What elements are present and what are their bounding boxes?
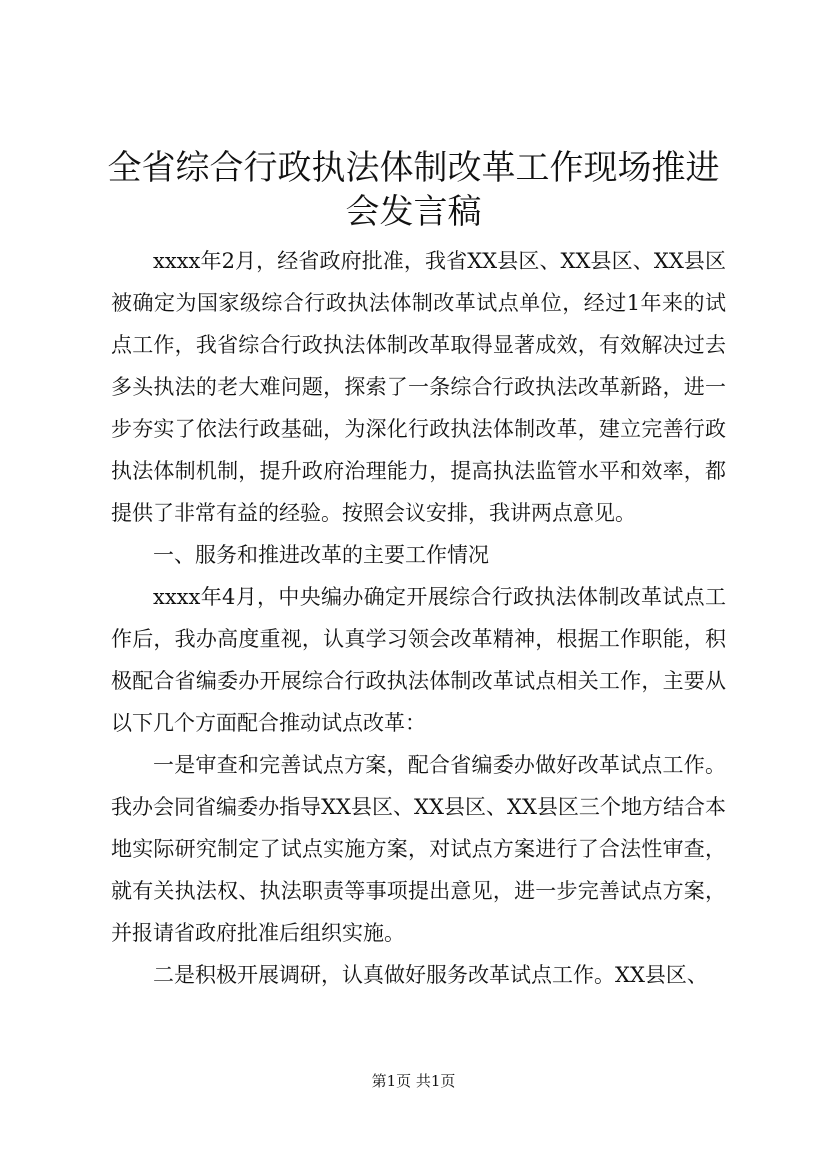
paragraph-point-one: 一是审查和完善试点方案，配合省编委办做好改革试点工作。我办会同省编委办指导XX县区、XX县区、XX县区三个地方结合本地实际研究制定了试点实施方案，对试点方案进行了合法性审查，就有关执法权、执法职责等事项提出意见，进一步完善试点方案，并报请省政府批准后组织实施。	[111, 753, 726, 945]
paragraph-point-two: 二是积极开展调研，认真做好服务改革试点工作。XX县区、	[153, 963, 708, 987]
document-title: 全省综合行政执法体制改革工作现场推进会发言稿	[107, 148, 720, 232]
section-heading: 一、服务和推进改革的主要工作情况	[153, 543, 489, 567]
document-body	[111, 240, 726, 996]
paragraph-intro: xxxx年2月，经省政府批准，我省XX县区、XX县区、XX县区被确定为国家级综合行政执法体制改革试点单位，经过1年来的试点工作，我省综合行政执法体制改革取得显著成效，有效解决过去多头执法的老大难问题，探索了一条综合行政执法改革新路，进一步夯实了依法行政基础，为深化行政执法体制改革，建立完善行政执法体制机制，提升政府治理能力，提高执法监管水平和效率，都提供了非常有益的经验。按照会议安排，我讲两点意见。	[111, 249, 726, 525]
paragraph-section-intro: xxxx年4月，中央编办确定开展综合行政执法体制改革试点工作后，我办高度重视，认真学习领会改革精神，根据工作职能，积极配合省编委办开展综合行政执法体制改革试点相关工作，主要从以下几个方面配合推动试点改革：	[111, 585, 726, 735]
page-number-footer: 第1页 共1页	[371, 1072, 456, 1090]
